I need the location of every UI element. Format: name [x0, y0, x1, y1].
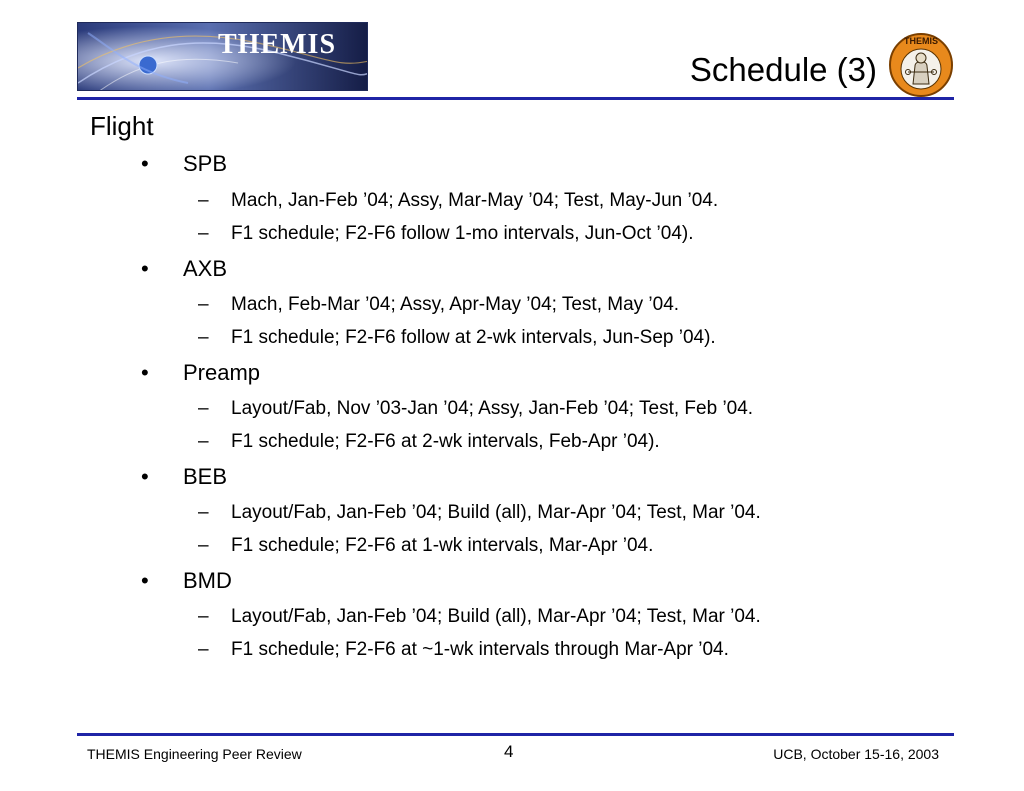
dash-marker: –: [198, 327, 209, 348]
bullet-label: BEB: [183, 464, 228, 489]
dash-marker: –: [198, 639, 209, 660]
sub-bullet-text: F1 schedule; F2-F6 at 1-wk intervals, Mar-Apr ’04.: [231, 535, 654, 556]
sub-bullet-text: F1 schedule; F2-F6 at ~1-wk intervals through Mar-Apr ’04.: [231, 639, 729, 660]
section-heading: Flight: [90, 111, 154, 141]
footer-date-location: UCB, October 15-16, 2003: [773, 746, 939, 762]
sub-bullet-text: Mach, Jan-Feb ’04; Assy, Mar-May ’04; Test, May-Jun ’04.: [231, 190, 719, 211]
sub-bullet-text: F1 schedule; F2-F6 follow 1-mo intervals, Jun-Oct ’04).: [231, 223, 694, 244]
dash-marker: –: [198, 190, 209, 211]
logo-wordmark: THEMIS: [218, 29, 337, 60]
dash-marker: –: [198, 294, 209, 315]
page-number: 4: [504, 742, 514, 761]
sub-bullet-text: F1 schedule; F2-F6 follow at 2-wk intervals, Jun-Sep ’04).: [231, 327, 716, 348]
bullet-label: BMD: [183, 568, 232, 593]
bullet-label: AXB: [183, 256, 228, 281]
footer-divider: [77, 733, 954, 736]
sub-bullet-text: F1 schedule; F2-F6 at 2-wk intervals, Feb-Apr ’04).: [231, 431, 660, 452]
themis-mission-seal: [888, 32, 954, 98]
slide-title: Schedule (3): [689, 51, 877, 88]
dash-marker: –: [198, 223, 209, 244]
header-divider: [77, 97, 954, 100]
bullet-marker: •: [141, 568, 149, 593]
bullet-label: SPB: [183, 151, 228, 176]
magnetosphere-banner-image: [78, 23, 368, 91]
footer-event-name: THEMIS Engineering Peer Review: [87, 746, 302, 762]
dash-marker: –: [198, 535, 209, 556]
seal-text: THEMIS: [903, 36, 939, 46]
dash-marker: –: [198, 398, 209, 419]
sub-bullet-text: Mach, Feb-Mar ’04; Assy, Apr-May ’04; Test, May ’04.: [231, 294, 680, 315]
dash-marker: –: [198, 502, 209, 523]
sub-bullet-text: Layout/Fab, Jan-Feb ’04; Build (all), Mar-Apr ’04; Test, Mar ’04.: [231, 606, 761, 627]
sub-bullet-text: Layout/Fab, Nov ’03-Jan ’04; Assy, Jan-Feb ’04; Test, Feb ’04.: [231, 398, 754, 419]
dash-marker: –: [198, 606, 209, 627]
dash-marker: –: [198, 431, 209, 452]
bullet-marker: •: [141, 256, 149, 281]
bullet-label: Preamp: [183, 360, 261, 385]
bullet-marker: •: [141, 151, 149, 176]
bullet-marker: •: [141, 360, 149, 385]
bullet-marker: •: [141, 464, 149, 489]
themis-logo-banner: [77, 22, 368, 91]
seal-emblem-icon: [888, 32, 954, 98]
sub-bullet-text: Layout/Fab, Jan-Feb ’04; Build (all), Mar-Apr ’04; Test, Mar ’04.: [231, 502, 761, 523]
